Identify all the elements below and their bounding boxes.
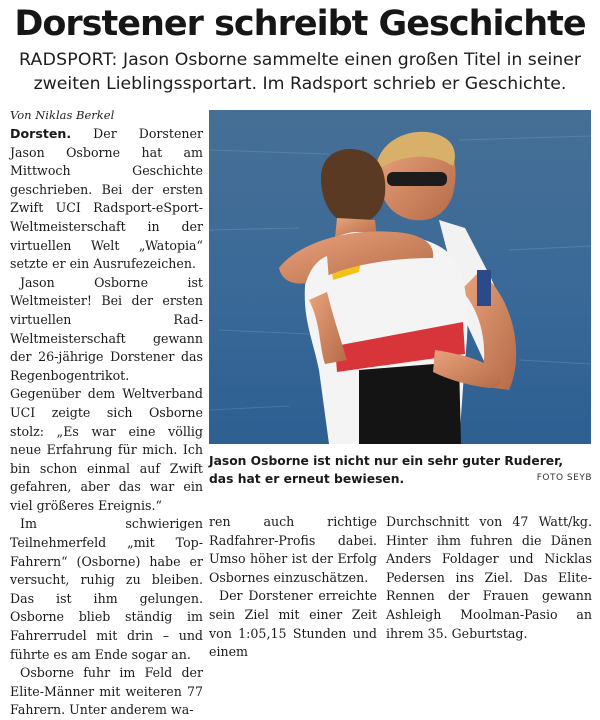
photo-credit: FOTO SEYB xyxy=(536,473,592,483)
article-column-1 xyxy=(10,125,203,718)
photo-caption: Jason Osborne ist nicht nur ein sehr guter Ruderer, das hat er erneut bewiesen. xyxy=(209,454,564,486)
paragraph xyxy=(10,125,203,274)
subheadline-text: Jason Osborne sammelte einen großen Titel in seiner zweiten Lieblingssportart. Im Radsport schrieb er Geschichte. xyxy=(33,50,581,94)
paragraph: Im schwierigen Teilnehmerfeld „mit Top-Fahrern“ (Osborne) habe er versucht, ruhig zu bleiben. Das ist ihm gelungen. Osborne blieb ständig im Fahrerrudel mit drin – und führte es am Ende sogar an. xyxy=(10,516,203,662)
subheadline xyxy=(10,48,590,96)
article-column-2 xyxy=(209,513,377,660)
athletes-embracing-image xyxy=(209,110,591,444)
headline: Dorstener schreibt Geschichte xyxy=(14,4,586,44)
dateline: Dorsten. xyxy=(10,126,72,141)
subheadline-kicker: RADSPORT: xyxy=(19,50,118,70)
article-photo xyxy=(209,110,591,444)
byline: Von Niklas Berkel xyxy=(10,108,115,122)
article-column-3 xyxy=(386,513,592,641)
paragraph: Osborne fuhr im Feld der Elite-Männer mit weiteren 77 Fahrern. Unter anderem wa- xyxy=(10,665,203,718)
paragraph-text: Der Dorstener Jason Osborne hat am Mittwoch Geschichte geschrieben. Bei der ersten Zwift UCI Radsport-eSport-Weltmeisterschaft in der virtuellen Welt „Watopia“ setzte er ein Ausrufezeichen. xyxy=(10,126,203,272)
paragraph: ren auch richtige Radfahrer-Profis dabei. Umso höher ist der Erfolg Osbornes einzuschätzen. xyxy=(209,514,377,585)
paragraph: Durchschnitt von 47 Watt/kg. Hinter ihm fuhren die Dänen Anders Foldager und Nicklas Pedersen ins Ziel. Das Elite-Rennen der Frauen gewann Ashleigh Moolman-Pasio an ihrem 35. Geburtstag. xyxy=(386,514,592,641)
paragraph: Der Dorstener erreichte sein Ziel mit einer Zeit von 1:05,15 Stunden und einem xyxy=(209,588,377,660)
paragraph: Jason Osborne ist Weltmeister! Bei der ersten virtuellen Rad-Weltmeisterschaft gewann der 26-jährige Dorstener das Regenbogentrikot. Gegenüber dem Weltverband UCI zeigte sich Osborne stolz: „Es war eine völlig neue Erfahrung für mich. Ich bin schon einmal auf Zwift gefahren, aber das war ein viel größeres Ereignis.“ xyxy=(10,274,203,513)
